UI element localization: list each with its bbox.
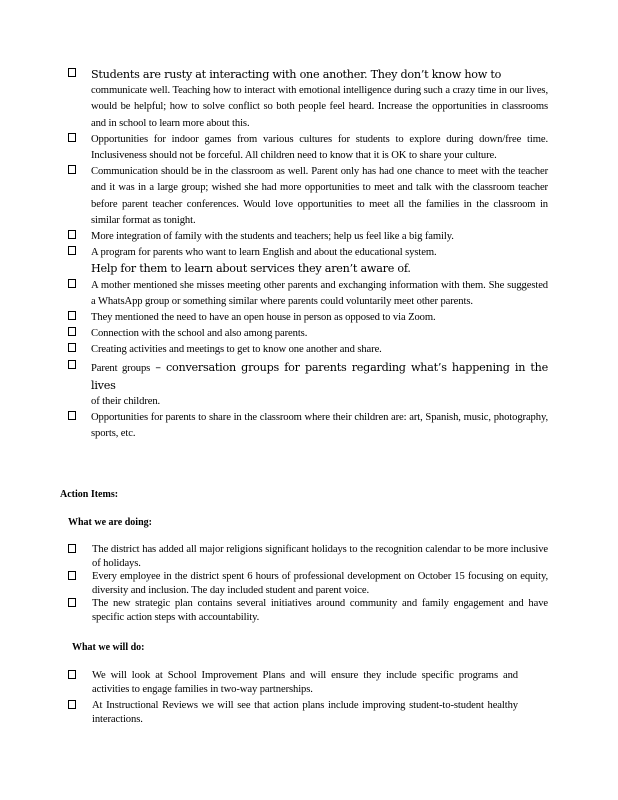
bullet-icon xyxy=(68,411,76,420)
item-text: The new strategic plan contains several initiatives around community and family engagement and have specific action steps with accountability. xyxy=(92,598,548,623)
list-item xyxy=(68,229,548,245)
list-item xyxy=(68,310,548,326)
list-item xyxy=(68,543,548,570)
item-text: Every employee in the district spent 6 hours of professional development on October 15 focusing on equity, diversity and inclusion. The day included student and parent voice. xyxy=(92,571,548,596)
item-text: communicate well. Teaching how to interact with emotional intelligence during such a crazy time in our lives, would be helpful; how to solve conflict so both people feel heard. Increase the opportunities in classrooms and in school to learn more about this. xyxy=(91,85,548,129)
bullet-icon xyxy=(68,700,76,709)
list-item xyxy=(68,132,548,164)
action-items-heading: Action Items: xyxy=(60,489,119,500)
list-item xyxy=(68,342,548,358)
list-item xyxy=(68,359,548,411)
item-text-lead: Students are rusty at interacting with one another. They don’t know how to xyxy=(91,68,502,81)
item-text: Creating activities and meetings to get to know one another and share. xyxy=(91,344,382,356)
item-text: The district has added all major religions significant holidays to the recognition calendar to be more inclusive of holidays. xyxy=(92,544,548,569)
feedback-list xyxy=(68,67,548,443)
bullet-icon xyxy=(68,360,76,369)
bullet-icon xyxy=(68,598,76,607)
list-item xyxy=(68,67,548,132)
doing-list xyxy=(68,543,548,624)
item-text: Parent groups xyxy=(91,362,151,374)
bullet-icon xyxy=(68,165,76,174)
list-item xyxy=(68,278,548,310)
item-text-lead: – conversation groups for parents regarding what’s happening in the lives xyxy=(91,360,548,392)
item-text: Communication should be in the classroom as well. Parent only has had one chance to meet with the teacher and it was in a large group; wished she had more opportunities to meet and talk with the classroom teacher before parent teacher conferences. Would love opportunities to meet all the families in the classroom in similar format as tonight. xyxy=(91,166,548,226)
bullet-icon xyxy=(68,343,76,352)
item-text: We will look at School Improvement Plans and will ensure they include specific programs and activities to engage families in two-way partnerships. xyxy=(92,670,518,695)
list-item xyxy=(68,245,548,277)
list-item xyxy=(68,699,518,726)
list-item xyxy=(68,164,548,229)
list-item xyxy=(68,410,548,442)
bullet-icon xyxy=(68,311,76,320)
bullet-icon xyxy=(68,670,76,679)
item-text: At Instructional Reviews we will see that action plans include improving student-to-student healthy interactions. xyxy=(92,700,518,725)
bullet-icon xyxy=(68,544,76,553)
item-text: Opportunities for parents to share in the classroom where their children are: art, Spanish, music, photography, sports, etc. xyxy=(91,412,548,440)
item-text: They mentioned the need to have an open house in person as opposed to via Zoom. xyxy=(91,312,436,324)
what-will-heading: What we will do: xyxy=(72,642,145,653)
bullet-icon xyxy=(68,230,76,239)
bullet-icon xyxy=(68,133,76,142)
bullet-icon xyxy=(68,279,76,288)
item-text: A mother mentioned she misses meeting other parents and exchanging information with them. She suggested a WhatsApp group or something similar where parents could voluntarily meet other parents. xyxy=(91,279,548,307)
item-text: of their children. xyxy=(91,396,161,408)
what-doing-heading: What we are doing: xyxy=(68,517,152,528)
item-text: More integration of family with the students and teachers; help us feel like a big family. xyxy=(91,231,454,243)
bullet-icon xyxy=(68,246,76,255)
will-do-list xyxy=(68,669,518,729)
list-item xyxy=(68,326,548,342)
item-text: Opportunities for indoor games from various cultures for students to explore during down/free time. Inclusiveness should not be forceful. All children need to know that it is OK to share your culture. xyxy=(91,133,548,162)
item-text: Connection with the school and also among parents. xyxy=(91,328,308,340)
item-text: A program for parents who want to learn English and about the educational system. xyxy=(91,247,437,259)
list-item xyxy=(68,570,548,597)
list-item xyxy=(68,669,518,696)
bullet-icon xyxy=(68,327,76,336)
item-text-mixed xyxy=(91,359,548,394)
item-text-extra: Help for them to learn about services they aren’t aware of. xyxy=(91,262,411,276)
bullet-icon xyxy=(68,68,76,77)
bullet-icon xyxy=(68,571,76,580)
list-item xyxy=(68,597,548,624)
